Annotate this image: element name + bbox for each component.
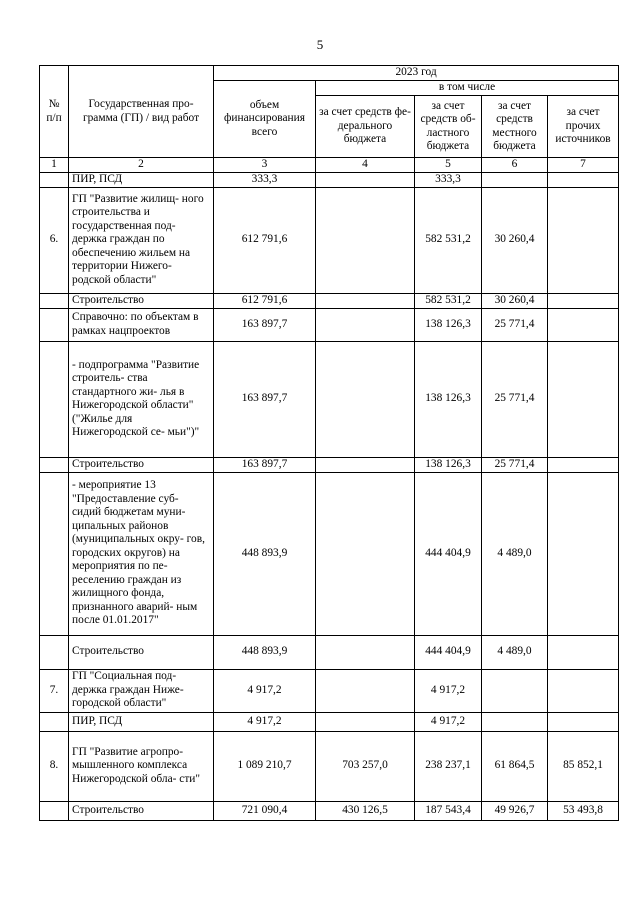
cell-local: 4 489,0 <box>482 472 548 635</box>
cell-federal: 703 257,0 <box>316 731 415 801</box>
cell-local <box>482 712 548 731</box>
cell-regional: 444 404,9 <box>415 635 482 669</box>
cell-total: 448 893,9 <box>214 635 316 669</box>
cell-name: Строительство <box>69 293 214 308</box>
column-number: 5 <box>415 158 482 173</box>
header-year: 2023 год <box>214 66 619 81</box>
cell-federal <box>316 341 415 457</box>
column-number: 3 <box>214 158 316 173</box>
cell-local: 25 771,4 <box>482 457 548 472</box>
cell-federal <box>316 669 415 712</box>
cell-other: 53 493,8 <box>548 801 619 820</box>
cell-regional: 138 126,3 <box>415 341 482 457</box>
column-number: 4 <box>316 158 415 173</box>
cell-num <box>40 308 69 341</box>
header-local: за счет средств местного бюджета <box>482 96 548 158</box>
cell-name: - подпрограмма "Развитие строитель- ства стандартного жи- лья в Нижегородской области" ("Жилье для Нижегородской се- мьи")" <box>69 341 214 457</box>
cell-total: 163 897,7 <box>214 308 316 341</box>
cell-name: ГП "Развитие агропро- мышленного комплекса Нижегородской обла- сти" <box>69 731 214 801</box>
cell-name: Строительство <box>69 457 214 472</box>
cell-federal <box>316 187 415 293</box>
table-row <box>40 187 619 293</box>
page-number: 5 <box>316 37 324 52</box>
cell-num: 6. <box>40 187 69 293</box>
cell-federal <box>316 457 415 472</box>
cell-other <box>548 341 619 457</box>
cell-federal <box>316 635 415 669</box>
table-row <box>40 457 619 472</box>
cell-num <box>40 801 69 820</box>
cell-local: 30 260,4 <box>482 187 548 293</box>
column-number: 6 <box>482 158 548 173</box>
cell-num <box>40 472 69 635</box>
cell-other <box>548 308 619 341</box>
cell-local: 25 771,4 <box>482 308 548 341</box>
cell-local: 49 926,7 <box>482 801 548 820</box>
table-row <box>40 472 619 635</box>
cell-other <box>548 669 619 712</box>
cell-local: 61 864,5 <box>482 731 548 801</box>
cell-local <box>482 669 548 712</box>
column-numbers-row <box>40 158 619 173</box>
cell-num <box>40 712 69 731</box>
cell-num <box>40 172 69 187</box>
cell-num <box>40 293 69 308</box>
cell-federal <box>316 293 415 308</box>
table-row <box>40 669 619 712</box>
cell-local: 25 771,4 <box>482 341 548 457</box>
header-regional: за счет средств об- ластного бюджета <box>415 96 482 158</box>
cell-total: 4 917,2 <box>214 712 316 731</box>
cell-total: 612 791,6 <box>214 293 316 308</box>
cell-federal: 430 126,5 <box>316 801 415 820</box>
header-other: за счет прочих источников <box>548 96 619 158</box>
header-num: № п/п <box>40 66 69 158</box>
cell-regional: 138 126,3 <box>415 308 482 341</box>
cell-regional: 4 917,2 <box>415 669 482 712</box>
cell-local <box>482 172 548 187</box>
cell-num: 8. <box>40 731 69 801</box>
cell-total: 333,3 <box>214 172 316 187</box>
cell-total: 163 897,7 <box>214 457 316 472</box>
cell-regional: 333,3 <box>415 172 482 187</box>
cell-federal <box>316 308 415 341</box>
header-including: в том числе <box>316 81 619 96</box>
cell-name: ГП "Социальная под- держка граждан Ниже- городской области" <box>69 669 214 712</box>
table-row <box>40 635 619 669</box>
cell-regional: 582 531,2 <box>415 187 482 293</box>
cell-total: 612 791,6 <box>214 187 316 293</box>
cell-total: 4 917,2 <box>214 669 316 712</box>
cell-num <box>40 341 69 457</box>
cell-regional: 4 917,2 <box>415 712 482 731</box>
table-row <box>40 172 619 187</box>
cell-total: 1 089 210,7 <box>214 731 316 801</box>
cell-name: Справочно: по объектам в рамках нацпроектов <box>69 308 214 341</box>
cell-other <box>548 712 619 731</box>
cell-name: ГП "Развитие жилищ- ного строительства и государственная под- держка граждан по обеспечению жильем на территории Нижего- родской области" <box>69 187 214 293</box>
cell-local: 30 260,4 <box>482 293 548 308</box>
header-total: объем финансирования всего <box>214 81 316 158</box>
cell-federal <box>316 472 415 635</box>
table-row <box>40 308 619 341</box>
cell-num <box>40 635 69 669</box>
cell-other <box>548 187 619 293</box>
cell-total: 721 090,4 <box>214 801 316 820</box>
table-row <box>40 293 619 308</box>
table-row <box>40 712 619 731</box>
cell-num: 7. <box>40 669 69 712</box>
cell-other <box>548 635 619 669</box>
budget-table <box>39 65 619 821</box>
cell-local: 4 489,0 <box>482 635 548 669</box>
cell-other <box>548 457 619 472</box>
column-number: 7 <box>548 158 619 173</box>
cell-other <box>548 172 619 187</box>
cell-regional: 238 237,1 <box>415 731 482 801</box>
cell-federal <box>316 712 415 731</box>
cell-regional: 138 126,3 <box>415 457 482 472</box>
cell-total: 448 893,9 <box>214 472 316 635</box>
table-row <box>40 731 619 801</box>
cell-num <box>40 457 69 472</box>
cell-other <box>548 472 619 635</box>
cell-other <box>548 293 619 308</box>
cell-regional: 187 543,4 <box>415 801 482 820</box>
cell-name: Строительство <box>69 801 214 820</box>
column-number: 1 <box>40 158 69 173</box>
cell-total: 163 897,7 <box>214 341 316 457</box>
cell-regional: 444 404,9 <box>415 472 482 635</box>
cell-name: ПИР, ПСД <box>69 712 214 731</box>
header-program: Государственная про- грамма (ГП) / вид работ <box>69 66 214 158</box>
cell-name: ПИР, ПСД <box>69 172 214 187</box>
cell-federal <box>316 172 415 187</box>
table-row <box>40 801 619 820</box>
cell-name: - мероприятие 13 "Предоставление суб- сидий бюджетам муни- ципальных районов (муниципальных окру- гов, городских округов) на мероприятия по пе- реселению граждан из жилищного фонда, признанного аварий- ным после 01.01.2017" <box>69 472 214 635</box>
cell-other: 85 852,1 <box>548 731 619 801</box>
cell-regional: 582 531,2 <box>415 293 482 308</box>
column-number: 2 <box>69 158 214 173</box>
header-federal: за счет средств фе- дерального бюджета <box>316 96 415 158</box>
table-row <box>40 341 619 457</box>
cell-name: Строительство <box>69 635 214 669</box>
